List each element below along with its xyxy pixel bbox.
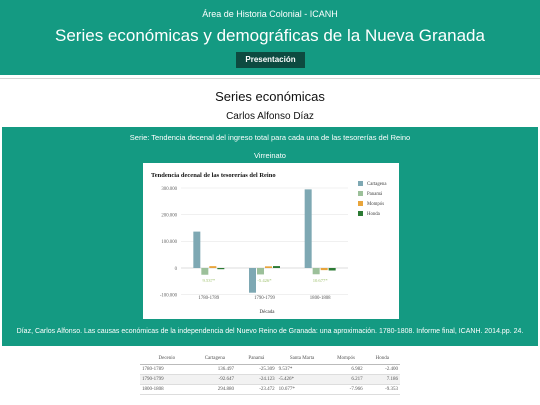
table-cell: 1790-1799 bbox=[140, 375, 194, 385]
column-header: Decenio bbox=[140, 354, 194, 365]
presentacion-button[interactable]: Presentación bbox=[236, 52, 305, 68]
bar bbox=[329, 268, 336, 270]
column-header: Cartagena bbox=[194, 354, 236, 365]
author-name: Carlos Alfonso Díaz bbox=[226, 111, 314, 122]
data-table-container bbox=[140, 354, 400, 395]
chart-container bbox=[143, 163, 399, 319]
table-cell: -92.647 bbox=[194, 375, 236, 385]
table-cell: -5.426* bbox=[277, 375, 328, 385]
bar bbox=[265, 266, 272, 268]
y-tick-label: 300.000 bbox=[161, 186, 177, 192]
bar bbox=[257, 268, 264, 274]
y-tick-label: 100.000 bbox=[161, 240, 177, 246]
legend-swatch bbox=[358, 201, 363, 206]
citation-text: Díaz, Carlos Alfonso. Las causas económicas de la independencia del Nuevo Reino de Granada: una aproximación. 1780-1808. Informe final, ICANH. 2014.pp. 24. bbox=[16, 328, 524, 335]
table-cell: 294.880 bbox=[194, 385, 236, 395]
bar bbox=[201, 268, 208, 275]
table-cell: -24.123 bbox=[236, 375, 277, 385]
table-cell: 1780-1789 bbox=[140, 365, 194, 375]
table-cell: -9.353 bbox=[365, 385, 400, 395]
y-tick-label: 200.000 bbox=[161, 213, 177, 219]
bar bbox=[217, 268, 224, 269]
column-header: Santa Marta bbox=[277, 354, 328, 365]
table-row bbox=[140, 365, 400, 375]
table-row bbox=[140, 385, 400, 395]
table-row bbox=[140, 375, 400, 385]
table-cell: 6.982 bbox=[327, 365, 364, 375]
table-cell: 9.537* bbox=[277, 365, 328, 375]
table-cell: 136.497 bbox=[194, 365, 236, 375]
annotation-label: -5.426* bbox=[257, 278, 272, 283]
legend-label: Panamá bbox=[367, 192, 383, 197]
column-header: Honda bbox=[365, 354, 400, 365]
x-tick-label: 1800-1808 bbox=[309, 296, 331, 301]
data-table bbox=[140, 354, 400, 395]
legend-swatch bbox=[358, 191, 363, 196]
legend-label: Cartagena bbox=[367, 182, 387, 187]
annotation-label: 9.537* bbox=[202, 278, 216, 283]
legend-swatch bbox=[358, 211, 363, 216]
x-tick-label: 1780-1789 bbox=[198, 296, 220, 301]
legend-label: Honda bbox=[367, 212, 380, 217]
region-label: Virreinato bbox=[254, 151, 286, 160]
y-tick-label: 0 bbox=[174, 266, 177, 272]
legend-swatch bbox=[358, 181, 363, 186]
x-axis-label: Década bbox=[259, 310, 275, 315]
serie-label: Serie: Tendencia decenal del ingreso total para cada una de las tesorerías del Reino bbox=[129, 133, 411, 142]
bar bbox=[273, 266, 280, 268]
table-cell: 6.217 bbox=[327, 375, 364, 385]
table-cell: 1800-1808 bbox=[140, 385, 194, 395]
org-name: Área de Historia Colonial - ICANH bbox=[202, 9, 338, 19]
bar bbox=[193, 232, 200, 268]
divider bbox=[0, 78, 540, 79]
bar bbox=[249, 268, 256, 293]
table-cell: -2.400 bbox=[365, 365, 400, 375]
table-cell: 10.677* bbox=[277, 385, 328, 395]
column-header: Mompós bbox=[327, 354, 364, 365]
table-cell: 7.186 bbox=[365, 375, 400, 385]
annotation-label: 10.677* bbox=[312, 278, 328, 283]
bar bbox=[321, 268, 328, 270]
table-cell: -23.472 bbox=[236, 385, 277, 395]
table-header-row bbox=[140, 354, 400, 365]
table-cell: -25.309 bbox=[236, 365, 277, 375]
x-tick-label: 1790-1799 bbox=[254, 296, 275, 301]
bar bbox=[305, 189, 312, 268]
chart-title: Tendencia decenal de las tesorerías del Reino bbox=[151, 172, 276, 179]
y-tick-label: -100.000 bbox=[159, 293, 177, 299]
site-title: Series económicas y demográficas de la Nueva Granada bbox=[55, 26, 485, 45]
panel-title: Series económicas bbox=[215, 89, 325, 104]
bar bbox=[209, 266, 216, 268]
site-header bbox=[0, 0, 540, 75]
series-band bbox=[2, 127, 538, 346]
bar bbox=[313, 268, 320, 274]
table-cell: -7.966 bbox=[327, 385, 364, 395]
legend-label: Mompós bbox=[367, 202, 385, 207]
bar-chart bbox=[143, 163, 399, 319]
column-header: Panamá bbox=[236, 354, 277, 365]
